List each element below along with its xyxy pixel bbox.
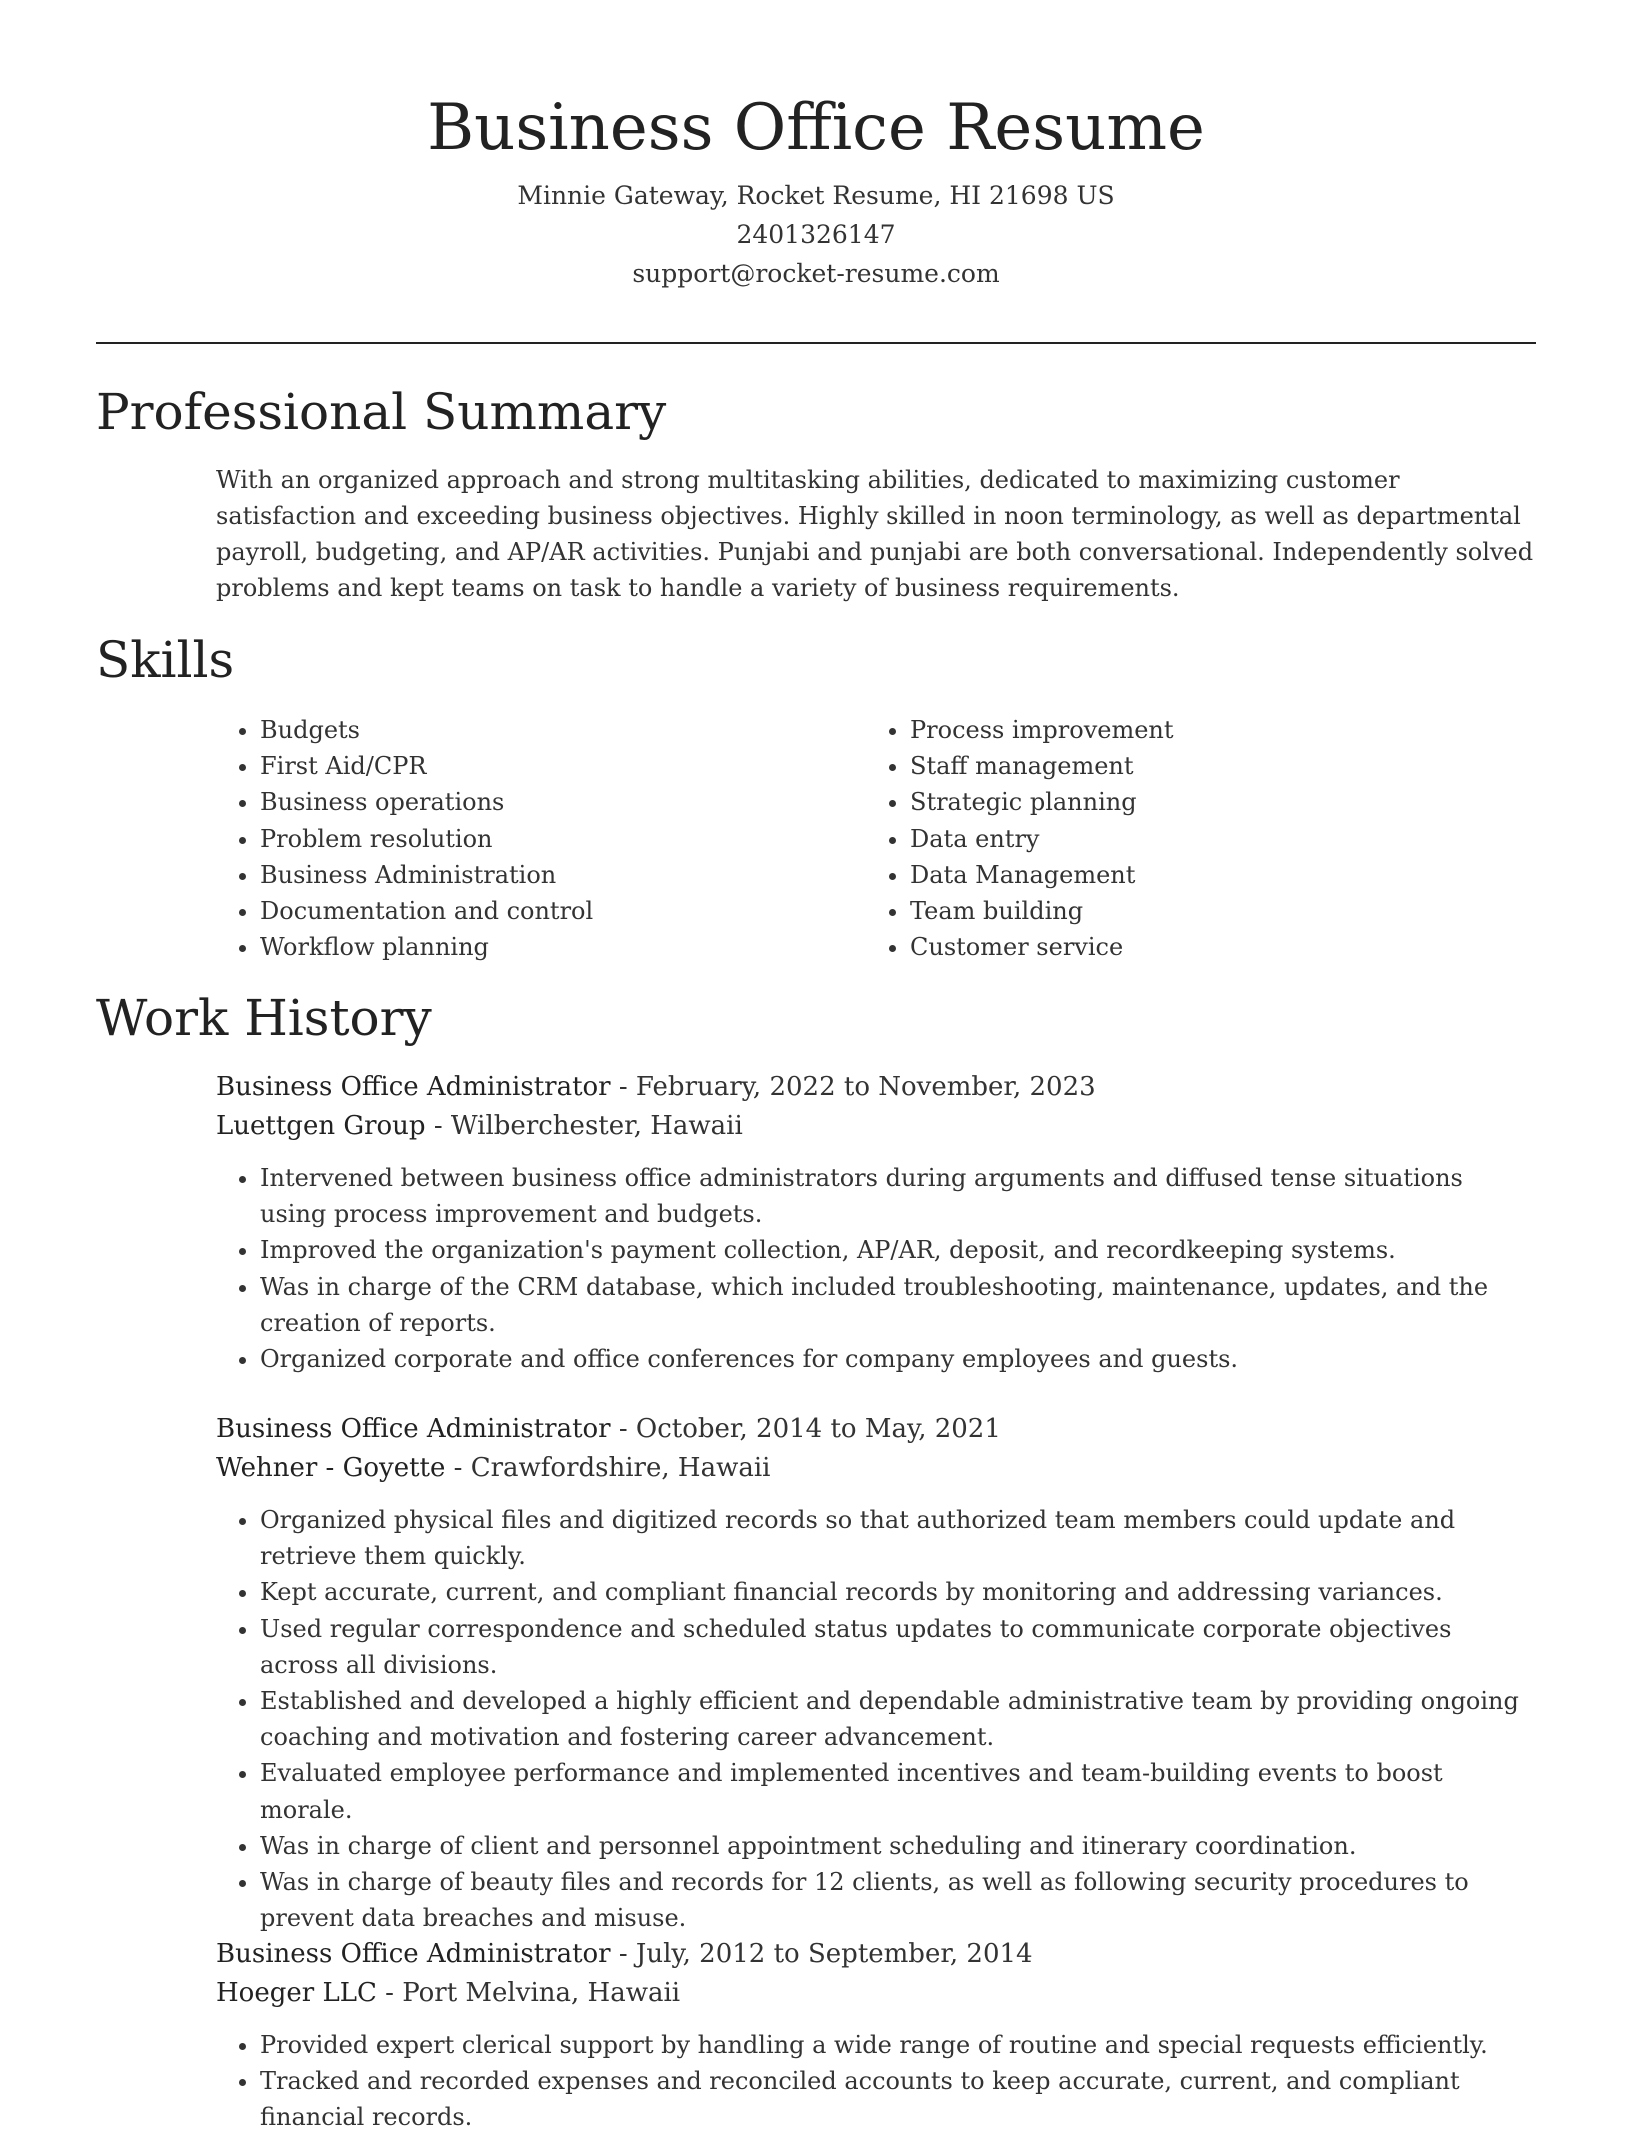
- skills-heading: Skills: [96, 631, 235, 689]
- job-bullets: [216, 2027, 1536, 2136]
- job-dates: - February, 2022 to November, 2023: [610, 1072, 1096, 1102]
- job-title-line: [216, 1068, 1536, 1107]
- job-bullet: • Used regular correspondence and scheduled status updates to communicate corporate objectives across all divisions.: [260, 1611, 1536, 1683]
- job-title: Business Office Administrator: [216, 1414, 611, 1444]
- job-bullet: • Organized physical files and digitized records so that authorized team members could update and retrieve them quickly.: [260, 1502, 1536, 1574]
- job-bullet: • Intervened between business office administrators during arguments and diffused tense situations using process improvement and budgets.: [260, 1160, 1536, 1232]
- contact-phone: 2401326147: [736, 220, 896, 249]
- contact-address: Minnie Gateway, Rocket Resume, HI 21698 US: [517, 181, 1115, 210]
- job-bullet: • Was in charge of beauty files and records for 12 clients, as well as following security procedures to prevent data breaches and misuse.: [260, 1864, 1536, 1936]
- summary-text: With an organized approach and strong multitasking abilities, dedicated to maximizing customer satisfaction and exceeding business objectives. Highly skilled in noon terminology, as well as departmental payroll, budgeting, and AP/AR activities. Punjabi and punjabi are both conversational. Independently solved problems and kept teams on task to handle a variety of business requirements.: [216, 466, 1534, 602]
- header-divider: [96, 342, 1536, 344]
- job-bullet: • Established and developed a highly efficient and dependable administrative team by providing ongoing coaching and motivation and fostering career advancement.: [260, 1683, 1536, 1755]
- contact-email: support@rocket-resume.com: [632, 259, 1000, 288]
- skill-item: • Data Management: [910, 857, 1174, 893]
- job-bullet: • Was in charge of the CRM database, which included troubleshooting, maintenance, updates, and the creation of reports.: [260, 1269, 1536, 1341]
- job-bullet: • Evaluated employee performance and implemented incentives and team-building events to boost morale.: [260, 1755, 1536, 1827]
- job-bullet: • Provided expert clerical support by handling a wide range of routine and special requests efficiently.: [260, 2027, 1536, 2063]
- skills-list-left: [216, 712, 593, 965]
- work-history-heading: Work History: [96, 989, 432, 1047]
- job-bullet: • Kept accurate, current, and compliant financial records by monitoring and addressing variances.: [260, 1574, 1536, 1610]
- resume-title: Business Office Resume: [427, 91, 1205, 165]
- job-title-line: [216, 1410, 1536, 1449]
- job-dates: - July, 2012 to September, 2014: [610, 1939, 1033, 1969]
- skill-item: • Budgets: [260, 712, 593, 748]
- skill-item: • First Aid/CPR: [260, 748, 593, 784]
- job-company: Hoeger LLC: [216, 1978, 377, 2008]
- job-company-line: [216, 1449, 1536, 1488]
- job-company-line: [216, 1107, 1536, 1146]
- skill-item: • Documentation and control: [260, 893, 593, 929]
- skill-item: • Business operations: [260, 784, 593, 820]
- job-entry: [216, 1410, 1536, 1936]
- job-bullets: [216, 1160, 1536, 1377]
- job-bullet: • Was in charge of client and personnel appointment scheduling and itinerary coordination.: [260, 1828, 1536, 1864]
- skills-list-right: [866, 712, 1174, 965]
- skill-item: • Team building: [910, 893, 1174, 929]
- job-title-line: [216, 1935, 1536, 1974]
- skill-item: • Customer service: [910, 929, 1174, 965]
- job-bullet: • Organized corporate and office conferences for company employees and guests.: [260, 1341, 1536, 1377]
- skill-item: • Problem resolution: [260, 821, 593, 857]
- skill-item: • Business Administration: [260, 857, 593, 893]
- job-bullet: • Improved the organization's payment collection, AP/AR, deposit, and recordkeeping systems.: [260, 1232, 1536, 1268]
- job-bullets: [216, 1502, 1536, 1936]
- job-location: - Port Melvina, Hawaii: [376, 1978, 681, 2008]
- resume-header: [0, 80, 1632, 293]
- job-entry: [216, 1935, 1536, 2136]
- job-title: Business Office Administrator: [216, 1939, 611, 1969]
- job-company: Luettgen Group: [216, 1111, 426, 1141]
- job-company-line: [216, 1974, 1536, 2013]
- skill-item: • Strategic planning: [910, 784, 1174, 820]
- skill-item: • Staff management: [910, 748, 1174, 784]
- job-location: - Crawfordshire, Hawaii: [445, 1453, 771, 1483]
- job-entry: [216, 1068, 1536, 1377]
- skill-item: • Process improvement: [910, 712, 1174, 748]
- job-title: Business Office Administrator: [216, 1072, 611, 1102]
- skill-item: • Workflow planning: [260, 929, 593, 965]
- job-bullet: • Tracked and recorded expenses and reconciled accounts to keep accurate, current, and compliant financial records.: [260, 2063, 1536, 2135]
- job-location: - Wilberchester, Hawaii: [425, 1111, 743, 1141]
- skill-item: • Data entry: [910, 821, 1174, 857]
- job-company: Wehner - Goyette: [216, 1453, 446, 1483]
- summary-heading: Professional Summary: [96, 383, 667, 441]
- job-dates: - October, 2014 to May, 2021: [610, 1414, 1001, 1444]
